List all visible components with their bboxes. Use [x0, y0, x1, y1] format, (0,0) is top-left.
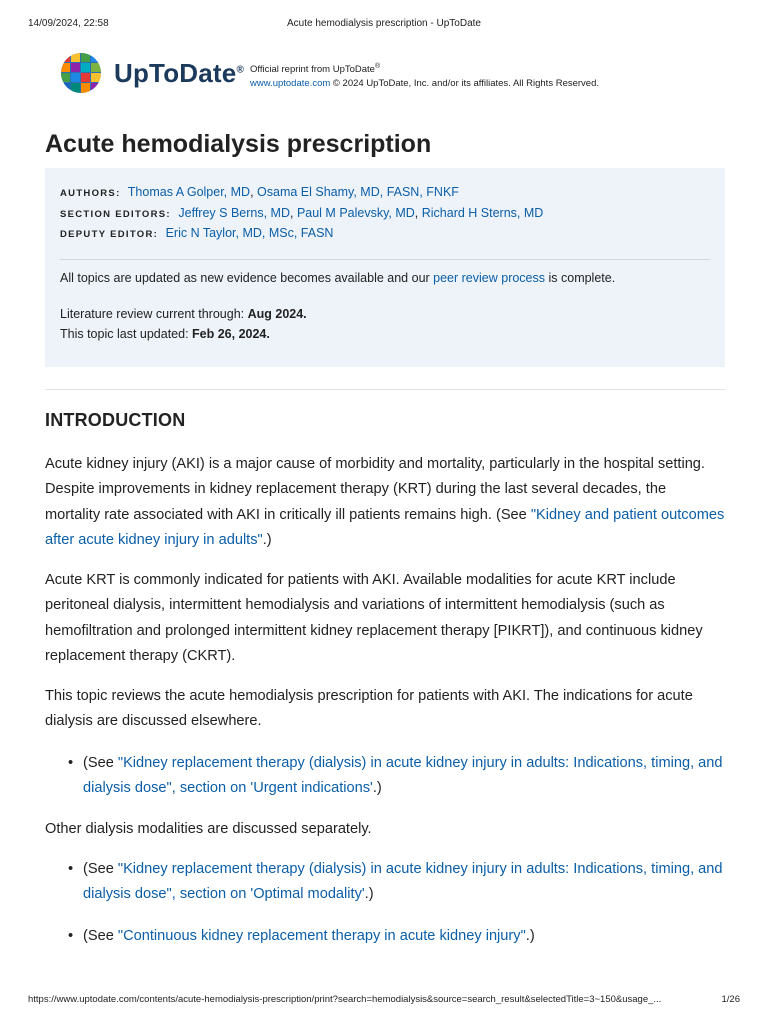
deputy-editor-label: DEPUTY EDITOR: [60, 229, 159, 240]
print-footer [28, 994, 740, 1008]
reprint-notice: Official reprint from UpToDate® www.uptodate.com © 2024 UpToDate, Inc. and/or its affiliates. All Rights Reserved. [250, 63, 600, 90]
author-link[interactable]: Osama El Shamy, MD, FASN, FNKF [257, 185, 459, 199]
page-number: 1/26 [721, 994, 740, 1005]
authors-list [128, 185, 459, 199]
intro-paragraph-2: Acute KRT is commonly indicated for patients with AKI. Available modalities for acute KRT include peritoneal dialysis, intermittent hemodialysis and variations of intermittent hemodialysis (such as hemofiltration and prolonged intermittent kidney replacement therapy [PIKRT]), and continuous kidney replacement therapy (CKRT). [45, 572, 703, 664]
intro-paragraph-4: Other dialysis modalities are discussed separately. [45, 821, 372, 837]
peer-review-link[interactable]: peer review process [433, 271, 546, 285]
list-item: • (See "Continuous kidney replacement therapy in acute kidney injury".) [68, 924, 723, 949]
update-note: All topics are updated as new evidence becomes available and our peer review process is complete. [60, 271, 616, 285]
print-url: https://www.uptodate.com/contents/acute-hemodialysis-prescription/print?search=hemodialysis&source=search_result&selectedTitle=3~150&usage_... [28, 994, 662, 1005]
list-item: • (See "Kidney replacement therapy (dialysis) in acute kidney injury in adults: Indications, timing, and dialysis dose", section on 'Optimal modality'.) [68, 857, 723, 908]
name-separator: , [414, 206, 422, 220]
link-krt-optimal-modality[interactable]: "Kidney replacement therapy (dialysis) in acute kidney injury in adults: Indications, timing, and dialysis dose", section on 'Optimal modality' [83, 861, 723, 903]
topic-metadata-box [45, 168, 725, 367]
bullet-icon: • [68, 755, 74, 771]
deputy-editor-link[interactable]: Eric N Taylor, MD, MSc, FASN [165, 226, 334, 240]
section_editor-link[interactable]: Richard H Sterns, MD [421, 206, 544, 220]
section-divider [45, 389, 725, 390]
author-link[interactable]: Thomas A Golper, MD [127, 185, 251, 199]
link-krt-urgent-indications[interactable]: "Kidney replacement therapy (dialysis) in acute kidney injury in adults: Indications, timing, and dialysis dose", section on 'Urgent indications' [83, 755, 723, 797]
print-page-title: Acute hemodialysis prescription - UpToDate [287, 18, 481, 29]
authors-row [60, 184, 459, 202]
section_editor-link[interactable]: Paul M Palevsky, MD [296, 206, 415, 220]
section-editors-label: SECTION EDITORS: [60, 209, 171, 220]
section-editors-row [60, 205, 543, 223]
name-separator: , [289, 206, 297, 220]
uptodate-logo-icon [60, 52, 102, 94]
intro-paragraph-1: Acute kidney injury (AKI) is a major cause of morbidity and mortality, particularly in the hospital setting. Despite improvements in kidney replacement therapy (KRT) during the last several decades, the mortality rate associated with AKI in critically ill patients remains high. (See "Kidney and patient outcomes after acute kidney injury in adults".) [45, 456, 725, 548]
uptodate-link[interactable]: www.uptodate.com [250, 78, 331, 90]
print-header [28, 18, 740, 32]
section-heading-introduction: INTRODUCTION [45, 410, 186, 430]
list-item: • (See "Kidney replacement therapy (dialysis) in acute kidney injury in adults: Indications, timing, and dialysis dose", section on 'Urgent indications'.) [68, 751, 723, 802]
print-datetime: 14/09/2024, 22:58 [28, 18, 109, 29]
deputy-editor-row [60, 225, 333, 243]
intro-paragraph-3: This topic reviews the acute hemodialysis prescription for patients with AKI. The indications for acute dialysis are discussed elsewhere. [45, 688, 693, 730]
link-kidney-patient-outcomes[interactable]: "Kidney and patient outcomes after acute kidney injury in adults" [45, 506, 725, 548]
link-continuous-krt[interactable]: "Continuous kidney replacement therapy in acute kidney injury" [117, 928, 526, 944]
bullet-icon: • [68, 861, 74, 877]
section_editor-link[interactable]: Jeffrey S Berns, MD [178, 206, 290, 220]
literature-review-date: Literature review current through: Aug 2024. [60, 307, 307, 321]
last-updated-date: This topic last updated: Feb 26, 2024. [60, 327, 270, 341]
bullet-icon: • [68, 928, 74, 944]
meta-divider [60, 259, 710, 260]
section-editors-list [178, 206, 543, 220]
name-separator: , [250, 185, 258, 199]
page-title: Acute hemodialysis prescription [45, 130, 432, 158]
brand-name[interactable]: UpToDate® [114, 58, 245, 88]
authors-label: AUTHORS: [60, 188, 121, 199]
